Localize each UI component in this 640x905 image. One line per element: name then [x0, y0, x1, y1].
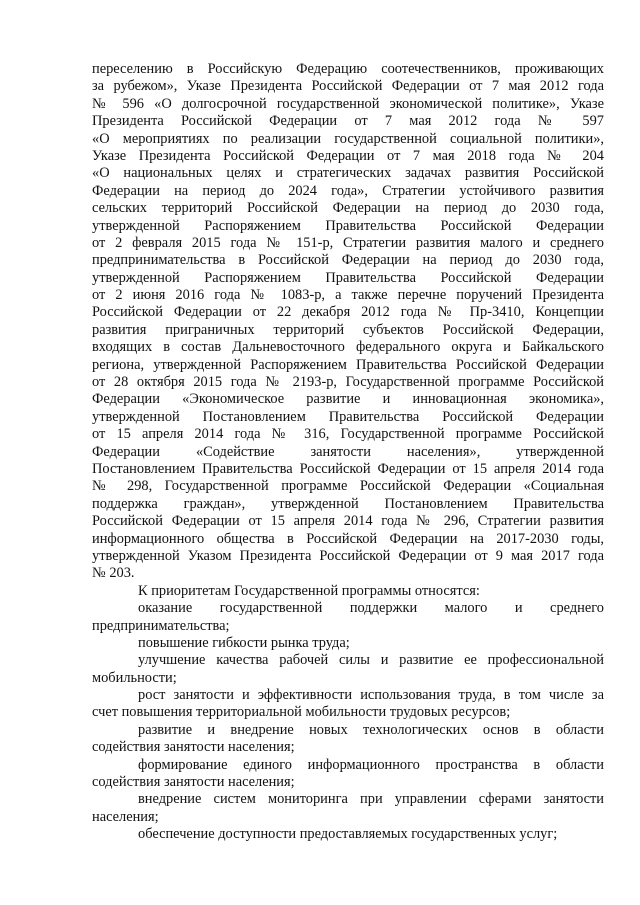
text-line: Российской Федерации от 22 декабря 2012 года № Пр-3410, Концепции — [92, 304, 604, 321]
priority-item — [92, 791, 604, 826]
text-line: Федерации «Содействие занятости населения», утвержденной — [92, 443, 604, 460]
text-line: внедрение систем мониторинга при управлении сферами занятости — [138, 791, 604, 808]
text-line: населения; — [92, 808, 159, 825]
text-line: утвержденной Распоряжением Правительства Российской Федерации — [92, 269, 604, 286]
text-line: региона, утвержденной Распоряжением Правительства Российской Федерации — [92, 356, 604, 373]
text-line: предпринимательства в Российской Федерации на период до 2030 года, — [92, 252, 604, 269]
text-line: Российской Федерации от 15 апреля 2014 года № 296, Стратегии развития — [92, 513, 604, 530]
priority-item — [92, 687, 604, 722]
text-line: входящих в состав Дальневосточного федерального округа и Байкальского — [92, 339, 604, 356]
text-line: содействия занятости населения; — [92, 774, 295, 791]
text-line: от 15 апреля 2014 года № 316, Государственной программе Российской — [92, 426, 604, 443]
text-line: от 28 октября 2015 года № 2193-р, Государственной программе Российской — [92, 374, 604, 391]
text-line: от 2 февраля 2015 года № 151-р, Стратегии развития малого и среднего — [92, 234, 604, 251]
document-page — [92, 61, 604, 844]
text-line: от 2 июня 2016 года № 1083-р, а также перечне поручений Президента — [92, 287, 604, 304]
text-line: поддержка граждан», утвержденной Постановлением Правительства — [92, 495, 604, 512]
text-line: утвержденной Распоряжением Правительства Российской Федерации — [92, 217, 604, 234]
text-line: оказание государственной поддержки малого и среднего — [138, 600, 604, 617]
text-line: улучшение качества рабочей силы и развитие ее профессиональной — [138, 652, 604, 669]
text-line: развития приграничных территорий субъектов Российской Федерации, — [92, 321, 604, 338]
text-line: развитие и внедрение новых технологических основ в области — [138, 721, 604, 738]
text-line: информационного общества в Российской Федерации на 2017-2030 годы, — [92, 530, 604, 547]
text-line: за рубежом», Указе Президента Российской Федерации от 7 мая 2012 года — [92, 78, 604, 95]
text-line: Федерации на период до 2024 года», Стратегии устойчивого развития — [92, 182, 604, 199]
text-line: утвержденной Указом Президента Российской Федерации от 9 мая 2017 года — [92, 547, 604, 564]
text-line: переселению в Российскую Федерацию соотечественников, проживающих — [92, 61, 604, 77]
text-line: сельских территорий Российской Федерации на период до 2030 года, — [92, 200, 604, 217]
text-line: № 596 «О долгосрочной государственной экономической политике», Указе — [92, 95, 604, 112]
text-line: формирование единого информационного пространства в области — [138, 756, 604, 773]
text-line: № 298, Государственной программе Российской Федерации «Социальная — [92, 478, 604, 495]
text-line: «О национальных целях и стратегических задачах развития Российской — [92, 165, 604, 182]
text-line: предпринимательства; — [92, 617, 230, 634]
text-line: Президента Российской Федерации от 7 мая 2012 года № 597 — [92, 113, 604, 130]
text-line: мобильности; — [92, 669, 177, 686]
priority-item — [92, 757, 604, 792]
priorities-heading: К приоритетам Государственной программы относятся: — [138, 582, 480, 599]
text-line: счет повышения территориальной мобильности трудовых ресурсов; — [92, 704, 511, 721]
text-line: Постановлением Правительства Российской Федерации от 15 апреля 2014 года — [92, 460, 604, 477]
priority-item — [92, 826, 604, 843]
text-line: содействия занятости населения; — [92, 739, 295, 756]
text-line: «О мероприятиях по реализации государственной социальной политики», — [92, 130, 604, 147]
priorities-heading-paragraph — [92, 583, 604, 600]
text-line: утвержденной Постановлением Правительства Российской Федерации — [92, 408, 604, 425]
priority-item — [92, 635, 604, 652]
priority-item — [92, 652, 604, 687]
priority-item — [92, 600, 604, 635]
text-line: повышение гибкости рынка труда; — [138, 634, 350, 651]
text-line: № 203. — [92, 565, 135, 582]
intro-paragraph — [92, 61, 604, 583]
text-line: обеспечение доступности предоставляемых государственных услуг; — [138, 826, 558, 843]
text-line: Указе Президента Российской Федерации от 7 мая 2018 года № 204 — [92, 147, 604, 164]
priority-item — [92, 722, 604, 757]
text-line: рост занятости и эффективности использования труда, в том числе за — [138, 687, 604, 704]
text-line: Федерации «Экономическое развитие и инновационная экономика», — [92, 391, 604, 408]
